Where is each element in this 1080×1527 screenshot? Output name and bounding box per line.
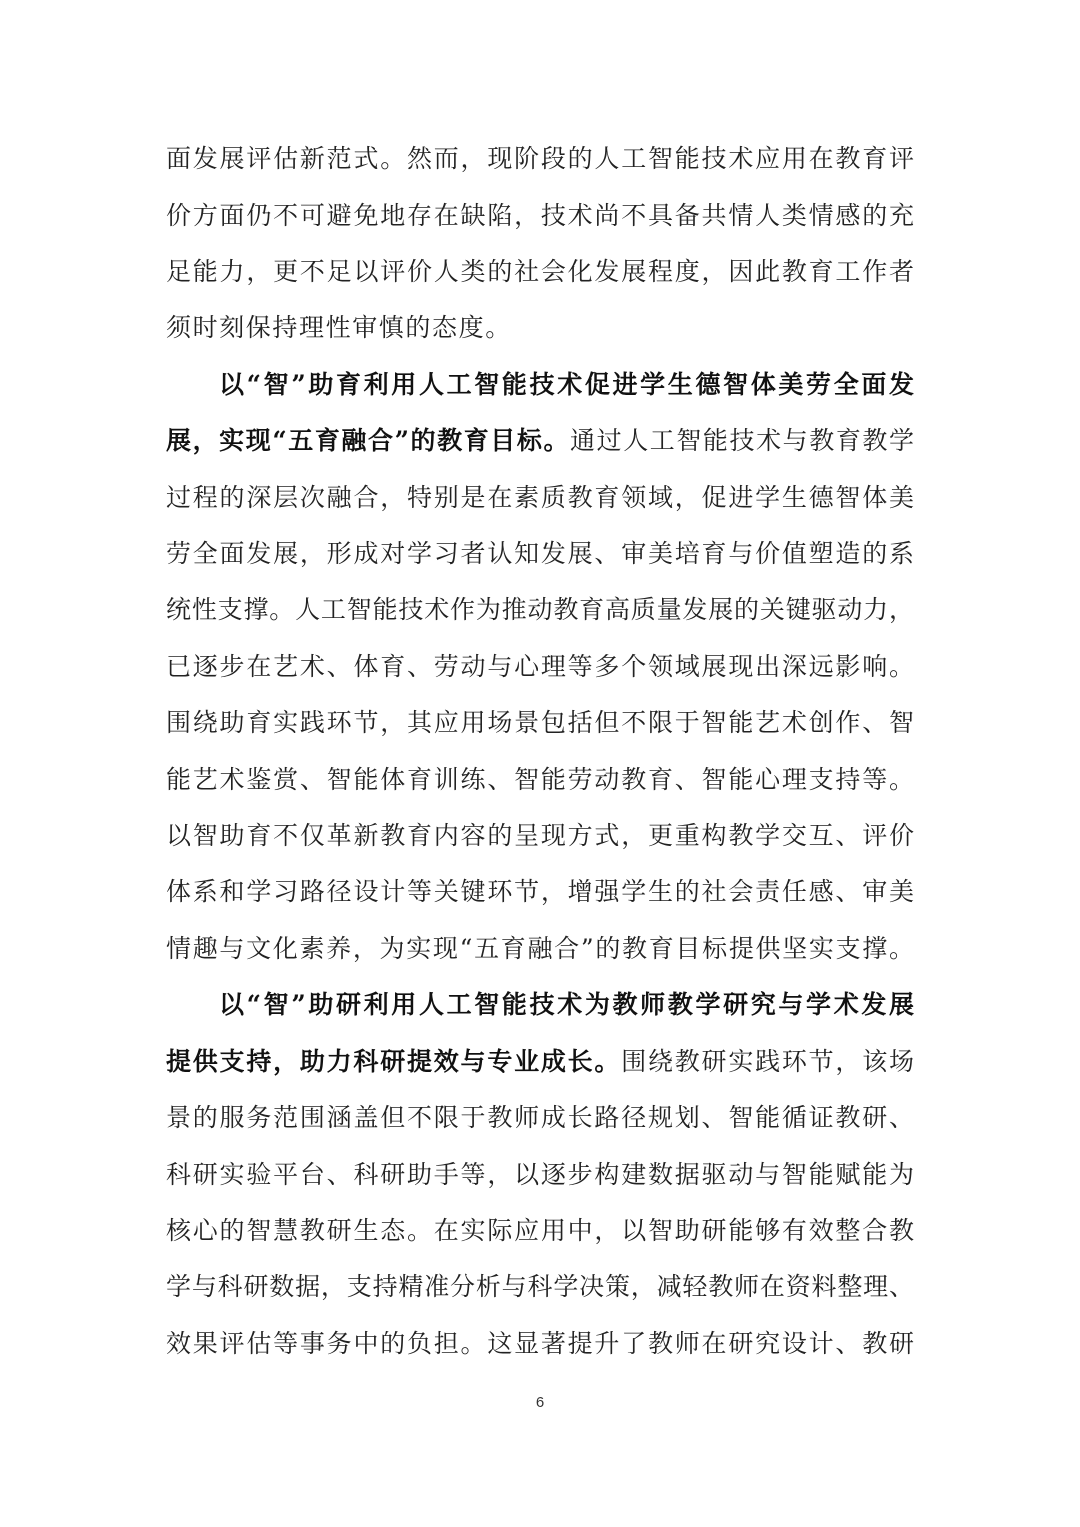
text-line: [166, 1211, 914, 1251]
body-text-segment: 效果评估等事务中的负担。这显著提升了教师在研究设计、教研: [166, 1329, 914, 1358]
body-text-segment: 体系和学习路径设计等关键环节，增强学生的社会责任感、审美: [166, 877, 914, 906]
bold-heading-text: 展，实现“五育融合”的教育目标。: [166, 426, 571, 455]
text-line: [166, 1155, 914, 1195]
body-text-segment: 通过人工智能技术与教育教学: [570, 426, 914, 455]
body-text-segment: 过程的深层次融合，特别是在素质教育领域，促进学生德智体美: [166, 483, 914, 512]
text-line: [166, 139, 914, 179]
text-line: [219, 365, 914, 405]
bold-heading-text: 提供支持，助力科研提效与专业成长。: [166, 1047, 622, 1076]
body-text-segment: 情趣与文化素养，为实现“五育融合”的教育目标提供坚实支撑。: [166, 934, 914, 963]
text-line: [219, 985, 914, 1025]
text-line: [166, 760, 914, 800]
text-line: [166, 1267, 914, 1307]
text-line: [166, 1098, 914, 1138]
text-line: [166, 252, 914, 292]
text-line: [166, 929, 914, 969]
body-text-segment: 以智助育不仅革新教育内容的呈现方式，更重构教学交互、评价: [166, 821, 914, 850]
text-line: [166, 534, 914, 574]
bold-heading-text: 以“智”助研利用人工智能技术为教师教学研究与学术发展: [219, 990, 914, 1019]
text-line: [166, 872, 914, 912]
text-line: [166, 196, 914, 236]
body-text-segment: 足能力，更不足以评价人类的社会化发展程度，因此教育工作者: [166, 257, 914, 286]
text-line: [166, 816, 914, 856]
text-line: [166, 308, 914, 348]
text-line: [166, 647, 914, 687]
body-text-segment: 价方面仍不可避免地存在缺陷，技术尚不具备共情人类情感的充: [166, 201, 914, 230]
body-text-segment: 围绕助育实践环节，其应用场景包括但不限于智能艺术创作、智: [166, 708, 914, 737]
body-text-segment: 须时刻保持理性审慎的态度。: [166, 313, 512, 342]
bold-heading-text: 以“智”助育利用人工智能技术促进学生德智体美劳全面发: [219, 370, 914, 399]
body-text-segment: 学与科研数据，支持精准分析与科学决策，减轻教师在资料整理、: [166, 1272, 914, 1301]
body-text-segment: 面发展评估新范式。然而，现阶段的人工智能技术应用在教育评: [166, 144, 914, 173]
body-text-segment: 核心的智慧教研生态。在实际应用中，以智助研能够有效整合教: [166, 1216, 914, 1245]
body-text-segment: 科研实验平台、科研助手等，以逐步构建数据驱动与智能赋能为: [166, 1160, 914, 1189]
body-text-segment: 劳全面发展，形成对学习者认知发展、审美培育与价值塑造的系: [166, 539, 914, 568]
text-line: [166, 1042, 914, 1082]
text-line: [166, 703, 914, 743]
body-text-segment: 能艺术鉴赏、智能体育训练、智能劳动教育、智能心理支持等。: [166, 765, 914, 794]
body-text-segment: 统性支撑。人工智能技术作为推动教育高质量发展的关键驱动力，: [166, 595, 914, 624]
body-text-segment: 景的服务范围涵盖但不限于教师成长路径规划、智能循证教研、: [166, 1103, 914, 1132]
body-text-segment: 围绕教研实践环节，该场: [621, 1047, 914, 1076]
body-text-segment: 已逐步在艺术、体育、劳动与心理等多个领域展现出深远影响。: [166, 652, 914, 681]
text-line: [166, 478, 914, 518]
text-line: [166, 421, 914, 461]
text-line: [166, 1324, 914, 1364]
text-line: [166, 590, 914, 630]
page-number: 6: [535, 1394, 545, 1411]
